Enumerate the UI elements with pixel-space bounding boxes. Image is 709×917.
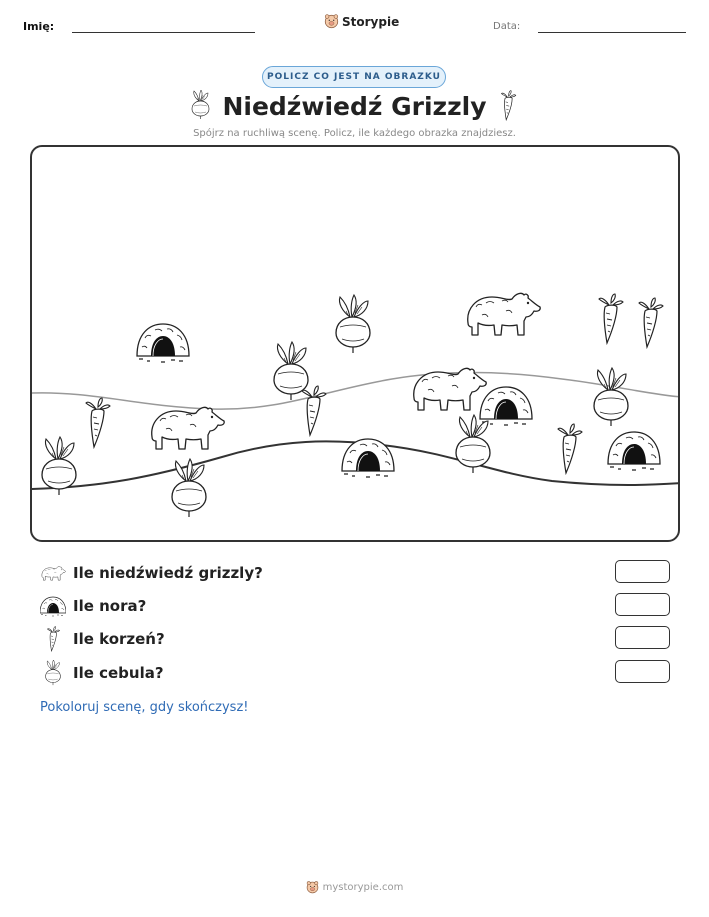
onion-icon — [594, 368, 628, 426]
root-icon — [599, 294, 623, 343]
bear-icon — [152, 407, 224, 449]
counting-scene — [30, 145, 680, 542]
bear-icon — [468, 293, 540, 335]
onion-icon — [172, 459, 206, 517]
page-subtitle: Spójrz na ruchliwą scenę. Policz, ile każdego obrazka znajdziesz. — [193, 128, 516, 139]
root-icon — [558, 424, 582, 473]
scene-illustration — [32, 147, 680, 542]
den-icon — [40, 593, 66, 619]
name-label: Imię: — [23, 20, 55, 33]
date-label: Data: — [493, 21, 521, 32]
answer-box-den[interactable] — [615, 593, 670, 616]
footer-site: mystorypie.com — [322, 882, 404, 893]
question-row-den — [40, 593, 670, 619]
onion-icon — [40, 660, 66, 686]
name-line[interactable] — [72, 32, 255, 33]
question-row-onion — [40, 660, 670, 686]
question-label: Ile cebula? — [73, 664, 164, 682]
onion-icon — [456, 415, 490, 473]
root-icon — [40, 626, 66, 652]
root-icon — [639, 298, 663, 347]
brand-name: Storypie — [342, 14, 400, 29]
answer-box-onion[interactable] — [615, 660, 670, 683]
pig-mascot-icon — [324, 14, 339, 29]
answer-box-bear[interactable] — [615, 560, 670, 583]
onion-icon — [336, 295, 370, 353]
question-row-bear — [40, 560, 670, 586]
answer-box-root[interactable] — [615, 626, 670, 649]
den-icon — [608, 432, 660, 470]
root-icon — [86, 398, 110, 447]
page-title: Niedźwiedź Grizzly — [222, 92, 487, 121]
brand-logo — [324, 14, 399, 29]
den-icon — [480, 387, 532, 425]
question-label: Ile korzeń? — [73, 630, 165, 648]
coloring-instruction: Pokoloruj scenę, gdy skończysz! — [40, 700, 249, 715]
question-label: Ile niedźwiedź grizzly? — [73, 564, 263, 582]
bear-icon — [40, 560, 66, 586]
question-label: Ile nora? — [73, 597, 147, 615]
instruction-badge: POLICZ CO JEST NA OBRAZKU — [262, 66, 446, 88]
footer — [0, 881, 709, 894]
root-icon — [302, 386, 326, 435]
den-icon — [137, 324, 189, 362]
root-icon — [499, 90, 517, 121]
pig-mascot-icon — [306, 881, 319, 894]
bear-icon — [414, 368, 486, 410]
date-line[interactable] — [538, 32, 686, 33]
question-row-root — [40, 626, 670, 652]
